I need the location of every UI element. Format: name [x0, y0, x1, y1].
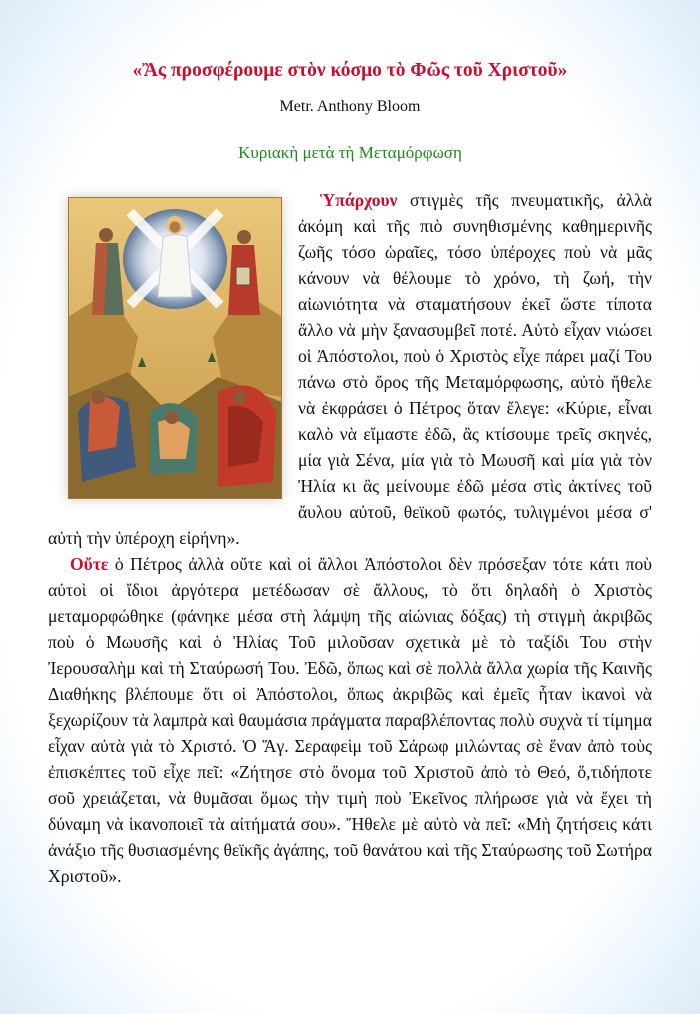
- paragraph-2: [48, 551, 652, 889]
- transfiguration-icon: [68, 197, 282, 499]
- paragraph-2-text: ὁ Πέτρος ἀλλὰ οὔτε καὶ οἱ ἄλλοι Ἀπόστολοι δὲν πρόσεξαν τότε κάτι ποὺ αὐτοὶ οἱ ἴδιοι ἀργότερα μετέδωσαν σὲ ἄλλους, τὸ ὅτι δηλαδὴ ὁ Χριστὸς μεταμορφώθηκε (φάνηκε μέσα στὴ λάμψη τῆς αἰώνιας δόξας) τὴ στιγμὴ ἀκριβῶς ποὺ ὁ Μωυσῆς καὶ ὁ Ἠλίας Τοῦ μιλοῦσαν σχετικὰ μὲ τὸ ταξίδι Του στὴν Ἰερουσαλὴμ καὶ τὴ Σταύρωσή Του. Ἐδῶ, ὅπως καὶ σὲ πολλὰ ἄλλα χωρία τῆς Καινῆς Διαθήκης βλέπουμε ὅτι οἱ Ἀπόστολοι, ὅπως ἀκριβῶς καὶ ἐμεῖς ἦταν ἱκανοὶ νὰ ξεχωρίζουν τὰ λαμπρὰ καὶ θαυμάσια πράγματα παραβλέποντας πολὺ συχνὰ τί τίμημα εἶχαν αὐτὰ γιὰ τὸ Χριστό. Ὁ Ἅγ. Σεραφεὶμ τοῦ Σάρωφ μιλώντας σὲ ἕναν ἀπὸ τοὺς ἐπισκέπτες τοῦ εἶχε πεῖ: «Ζήτησε στὸ ὄνομα τοῦ Χριστοῦ ἀπὸ τὸ Θεό, ὅ,τιδήποτε σοῦ χρειάζεται, νὰ θυμᾶσαι ὅμως τὴν τιμὴ ποὺ Ἐκεῖνος πλήρωσε γιὰ νὰ ἔχει τὴ δύναμη νὰ ἱκανοποιεῖ τὰ αἰτήματά σου». Ἤθελε μὲ αὐτὸ νὰ πεῖ: «Μὴ ζητήσεις κάτι ἀνάξιο τῆς θυσιασμένης θεϊκῆς ἀγάπης, τοῦ θανάτου καὶ τῆς Σταύρωσης τοῦ Σωτήρα Χριστοῦ».: [48, 554, 652, 886]
- article-body: [48, 187, 652, 889]
- article-subtitle: Κυριακὴ μετὰ τὴ Μεταμόρφωση: [238, 143, 462, 162]
- paragraph-1-text: στιγμὲς τῆς πνευματικῆς, ἀλλὰ ἀκόμη καὶ τῆς πιὸ συνηθισμένης καθημερινῆς ζωῆς τόσο ὡραῖες, τόσο ὑπέροχες ποὺ νὰ μᾶς κάνουν νὰ θέλουμε τὸ χρόνο, τὴ ζωή, τὴν αἰωνιότητα νὰ σταματήσουν ἐκεῖ ὥστε τίποτα ἄλλο νὰ μὴν ξανασυμβεῖ ποτέ. Αὐτὸ εἶχαν νιώσει οἱ Ἀπόστολοι, ποὺ ὁ Χριστὸς εἶχε πάρει μαζί Του πάνω στὸ ὄρος τῆς Μεταμόρφωσης, αὐτὸ ἤθελε νὰ ἐκφράσει ὁ Πέτρος ὅταν ἔλεγε: «Κύριε, εἶναι καλὸ νὰ εἴμαστε ἐδῶ, ἂς κτίσουμε τρεῖς σκηνές, μία γιὰ Σένα, μία γιὰ τὸ Μωυσῆ καὶ μία γιὰ τὸν Ἠλία κι ἂς μείνουμε ἐδῶ μέσα στὶς ἀκτίνες τοῦ ἄυλου αὐτοῦ, θεϊκοῦ φωτός, τυλιγμένοι μέσα σ' αὐτὴ τὴν ὑπέροχη εἰρήνη».: [48, 190, 652, 548]
- paragraph-2-lead: Οὔτε: [70, 554, 109, 574]
- article-title: «Ἂς προσφέρουμε στὸν κόσμο τὸ Φῶς τοῦ Χριστοῦ»: [132, 60, 568, 81]
- author-name: Metr. Anthony Bloom: [279, 98, 421, 115]
- article: [48, 58, 652, 889]
- paragraph-1-lead: Ὑπάρχουν: [320, 190, 398, 210]
- transfiguration-icon-image: [68, 197, 282, 499]
